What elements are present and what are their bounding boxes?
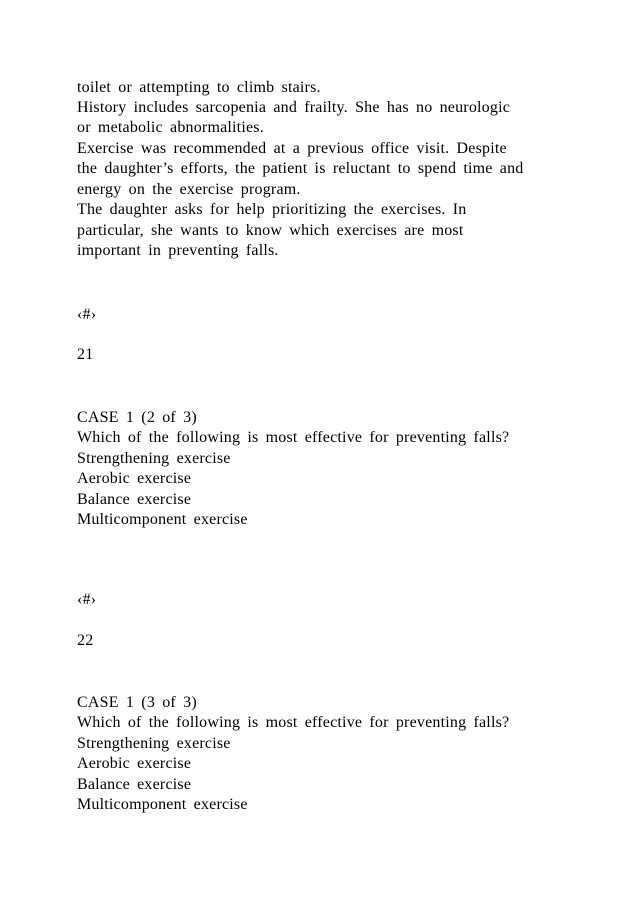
slide-number-placeholder: ‹#› bbox=[77, 591, 97, 608]
case-title: CASE 1 (3 of 3) bbox=[77, 694, 197, 711]
answer-option: Multicomponent exercise bbox=[77, 796, 248, 813]
slide-number-placeholder: ‹#› bbox=[77, 306, 97, 323]
answer-option: Aerobic exercise bbox=[77, 755, 192, 772]
answer-option: Strengthening exercise bbox=[77, 450, 231, 467]
narrative-line: energy on the exercise program. bbox=[77, 181, 301, 198]
narrative-line: particular, she wants to know which exercises are most bbox=[77, 222, 464, 239]
slide-number: 21 bbox=[77, 346, 94, 363]
answer-option: Balance exercise bbox=[77, 776, 192, 793]
narrative-line: or metabolic abnormalities. bbox=[77, 119, 264, 136]
narrative-line: the daughter’s efforts, the patient is reluctant to spend time and bbox=[77, 160, 524, 177]
narrative-line: toilet or attempting to climb stairs. bbox=[77, 79, 321, 96]
narrative-line: History includes sarcopenia and frailty. She has no neurologic bbox=[77, 99, 511, 116]
answer-option: Strengthening exercise bbox=[77, 735, 231, 752]
slide-number: 22 bbox=[77, 632, 94, 649]
narrative-line: The daughter asks for help prioritizing the exercises. In bbox=[77, 201, 467, 218]
case-question: Which of the following is most effective for preventing falls? bbox=[77, 714, 510, 731]
answer-option: Balance exercise bbox=[77, 491, 192, 508]
case-question: Which of the following is most effective for preventing falls? bbox=[77, 429, 510, 446]
narrative-line: important in preventing falls. bbox=[77, 242, 279, 259]
answer-option: Aerobic exercise bbox=[77, 470, 192, 487]
narrative-line: Exercise was recommended at a previous office visit. Despite bbox=[77, 140, 507, 157]
case-title: CASE 1 (2 of 3) bbox=[77, 409, 197, 426]
answer-option: Multicomponent exercise bbox=[77, 511, 248, 528]
